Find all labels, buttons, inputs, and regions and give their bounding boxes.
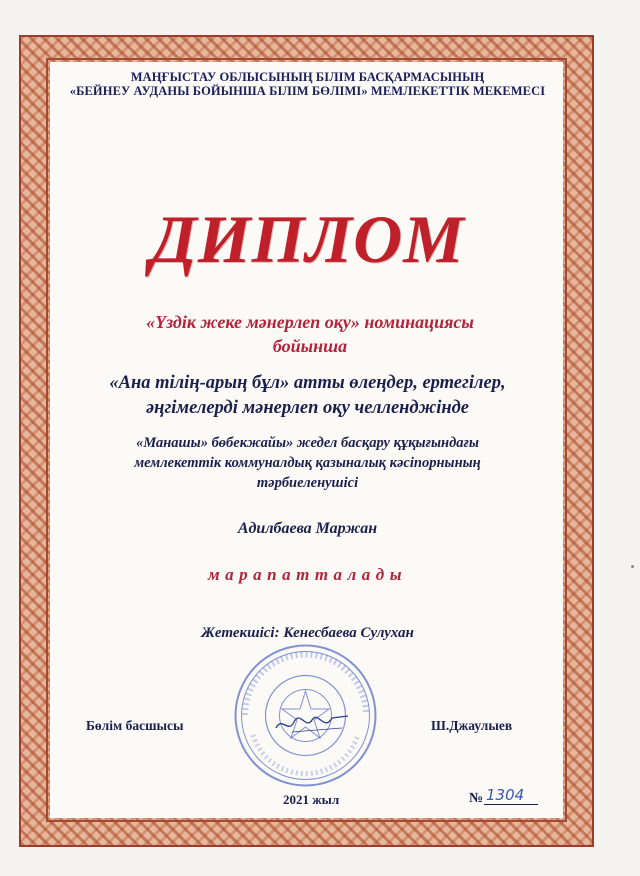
signatory-label: Бөлім басшысы — [86, 718, 184, 733]
challenge-line-2: әңгімелерді мәнерлеп оқу челленджінде — [145, 398, 470, 418]
diploma-title: ДИПЛОМ — [150, 201, 465, 277]
award-text: марапатталады — [208, 565, 407, 584]
institution-line-2: мемлекеттік коммуналдық қазыналық кәсіпорнының — [134, 455, 481, 471]
issue-year: 2021 жыл — [283, 792, 340, 807]
challenge-line-1: «Ана тілің-арың бұл» атты өлеңдер, ертегілер, — [109, 373, 506, 393]
institution-line-3: тәрбиеленушісі — [256, 475, 359, 491]
nomination-line-2: бойынша — [272, 336, 348, 356]
recipient-name: Адилбаева Маржан — [237, 520, 378, 537]
header-line-2: «БЕЙНЕУ АУДАНЫ БОЙЫНША БІЛІМ БӨЛІМІ» МЕМЛЕКЕТТІК МЕКЕМЕСІ — [69, 84, 546, 98]
certificate-number: 1304 — [484, 786, 538, 805]
handwritten-signature-icon — [272, 708, 352, 738]
signatory-name: Ш.Джаулыев — [431, 718, 513, 733]
header-line-1: МАҢҒЫСТАУ ОБЛЫСЫНЫҢ БІЛІМ БАСҚАРМАСЫНЫҢ — [130, 70, 485, 84]
scan-speck — [631, 565, 634, 568]
nomination-line-1: «Үздік жеке мәнерлеп оқу» номинациясы — [146, 312, 474, 332]
mentor-line: Жетекшісі: Кенесбаева Сулухан — [201, 625, 414, 641]
number-label: № — [469, 791, 484, 806]
institution-line-1: «Манашы» бөбекжайы» жедел басқару құқығындағы — [136, 435, 479, 451]
